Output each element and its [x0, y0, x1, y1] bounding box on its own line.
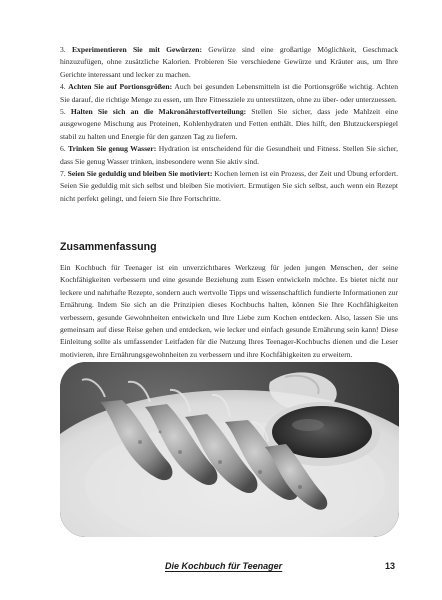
tip-text: Stellen Sie sicher, dass jede Mahlzeit eine ausgewogene Mischung aus Proteinen, Kohlenhydraten und Fetten enthält. Dies hilft, den Blutzuckerspiegel stabil zu halten und Energie für den ganzen Tag zu liefern. [60, 107, 398, 141]
tip-text: Kochen lernen ist ein Prozess, der Zeit und Übung erfordert. Seien Sie geduldig mit sich selbst und bleiben Sie motiviert. Ermutigen Sie sich selbst, auch wenn ein Rezept nicht perfekt gelingt, und feiern Sie Ihre Fortschritte. [60, 169, 398, 203]
tip-title: Achten Sie auf Portionsgrößen: [68, 82, 173, 92]
tips-list [60, 44, 398, 205]
page-number: 13 [385, 561, 396, 571]
tip-title: Seien Sie geduldig und bleiben Sie motiviert: [67, 169, 213, 179]
tip-item [60, 81, 398, 106]
tip-number: 5. [60, 107, 66, 117]
tip-text: Gewürze sind eine großartige Möglichkeit, Geschmack hinzuzufügen, ohne zusätzliche Kalorien. Probieren Sie verschiedene Gewürze und Kräuter aus, um Ihre Gerichte interessant und lecker zu machen. [60, 45, 399, 79]
fried-shrimp-photo [60, 362, 399, 537]
tip-number: 3. [60, 45, 66, 54]
tip-number: 7. [60, 169, 66, 179]
tip-number: 6. [60, 144, 66, 154]
summary-text: Ein Kochbuch für Teenager ist ein unverzichtbares Werkzeug für jeden jungen Menschen, der seine Kochfähigkeiten verbessern und eine gesunde Beziehung zum Essen entwickeln möchte. Es bietet nicht nur leckere und nahrhafte Rezepte, sondern auch wertvolle Tipps und wissenschaftlich fundierte Informationen zur Ernährung. Indem Sie sich an die Prinzipien dieses Kochbuchs halten, können Sie Ihre Kochfähigkeiten verbessern, gesunde Gewohnheiten entwickeln und Ihre Liebe zum Kochen entdecken. Also, lassen Sie uns gemeinsam auf diese Reise gehen und entdecken, wie lecker und einfach gesunde Ernährung sein kann! Diese Einleitung sollte als umfassender Leitfaden für die Nutzung Ihres Teenager-Kochbuchs dienen und die Leser motivieren, ihre Ernährungsgewohnheiten zu verbessern und ihre Kochfähigkeiten zu erweitern. [60, 263, 398, 359]
tip-item [60, 106, 398, 143]
tip-text: Auch bei gesunden Lebensmitteln ist die Portionsgröße wichtig. Achten Sie darauf, die richtige Menge zu essen, um Ihre Fitnessziele zu unterstützen, ohne zu über- oder unterzuessen. [60, 82, 398, 104]
shrimp-plate-illustration [60, 362, 399, 537]
tip-number: 4. [60, 82, 66, 92]
footer-book-title: Die Kochbuch für Teenager [165, 561, 283, 571]
tip-item [60, 44, 398, 81]
tip-title: Experimentieren Sie mit Gewürzen: [71, 45, 203, 54]
summary-heading: Zusammenfassung [60, 241, 157, 253]
tip-text: Hydration ist entscheidend für die Gesundheit und Fitness. Stellen Sie sicher, dass Sie genug Wasser trinken, insbesondere wenn Sie aktiv sind. [60, 144, 398, 166]
tip-title: Trinken Sie genug Wasser: [68, 144, 157, 154]
tip-item [60, 143, 398, 168]
tip-item [60, 168, 398, 205]
tip-title: Halten Sie sich an die Makronährstoffverteilung: [70, 107, 247, 117]
